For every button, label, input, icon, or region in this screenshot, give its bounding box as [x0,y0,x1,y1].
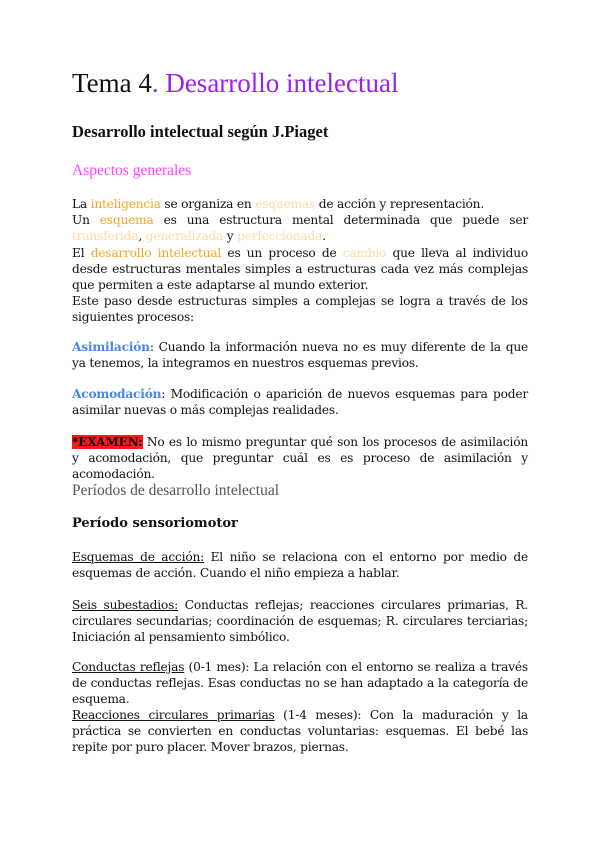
text: que lleva al individuo desde estructuras mentales simples a estructuras cada vez más complejas que permiten a este adaptarse al mundo exterior. [72,245,528,293]
highlight: perfeccionada [237,229,323,244]
text: , [138,229,146,244]
term: Reacciones circulares primarias [72,708,275,722]
term: Asimilación [72,340,150,354]
page-title [72,68,398,99]
text: y [223,229,238,244]
text: Un [72,213,100,228]
highlight: generalizada [145,229,224,244]
highlight: transferida [72,229,139,244]
definition: (1-4 meses): Con la maduración y la práctica se convierten en conductas voluntarias: esquemas. El bebé las repite por puro placer. Mover brazos, piernas. [72,708,528,755]
text: El [72,245,91,260]
text: de acción y representación. [315,197,485,211]
asimilacion-paragraph [72,339,528,371]
highlight: desarrollo intelectual [90,245,222,260]
paragraph [72,196,528,212]
term: Esquemas de acción: [72,550,205,564]
paragraph [72,245,528,294]
paragraph [72,212,528,244]
text: . [322,229,326,244]
highlight: esquemas [255,197,316,211]
exam-note [72,434,528,483]
highlight: cambio [342,245,387,260]
term: Seis subestadios: [72,598,179,612]
definition: : Modificación o aparición de nuevos esquemas para poder asimilar nuevas o más complejas realidades. [72,387,528,418]
note-text: No es lo mismo preguntar qué son los procesos de asimilación y acomodación, que preguntar cuál es es proceso de asimilación y acomodación. [72,435,528,482]
subtitle: Desarrollo intelectual según J.Piaget [72,122,329,141]
title-main: Tema 4 [72,68,152,98]
highlight: inteligencia [90,197,161,211]
paragraph: Este paso desde estructuras simples a complejas se logra a través de los siguientes procesos: [72,294,528,325]
definition: : Cuando la información nueva no es muy diferente de la que ya tenemos, la integramos en nuestros esquemas previos. [72,340,528,371]
term: Conductas reflejas [72,660,185,674]
title-sub: Desarrollo intelectual [158,68,399,98]
list-item [72,597,528,646]
definition: Conductas reflejas; reacciones circulares primarias, R. circulares secundarias; coordinación de esquemas; R. circulares terciarias; Iniciación al pensamiento simbólico. [72,598,528,645]
text: se organiza en [160,197,256,211]
period-heading: Período sensoriomotor [72,516,238,531]
title-dot: . [151,68,159,98]
acomodacion-paragraph [72,386,528,418]
exam-badge: *EXAMEN: [72,435,143,449]
list-item [72,707,528,756]
list-item [72,549,528,581]
text: es un proceso de [221,245,343,260]
section-heading: Períodos de desarrollo intelectual [72,482,280,499]
definition: (0-1 mes): La relación con el entorno se realiza a través de conductas reflejas. Esas conductas no se han adaptado a la categoría de esquema. [72,660,528,707]
text: La [72,197,91,211]
text: es una estructura mental determinada que puede ser [153,213,528,228]
list-item [72,659,528,708]
intro-paragraphs [72,196,528,326]
definition: El niño se relaciona con el entorno por medio de esquemas de acción. Cuando el niño empieza a hablar. [72,550,528,581]
section-heading: Aspectos generales [72,162,192,179]
term: Acomodación [72,387,162,401]
highlight: esquema [99,213,154,228]
